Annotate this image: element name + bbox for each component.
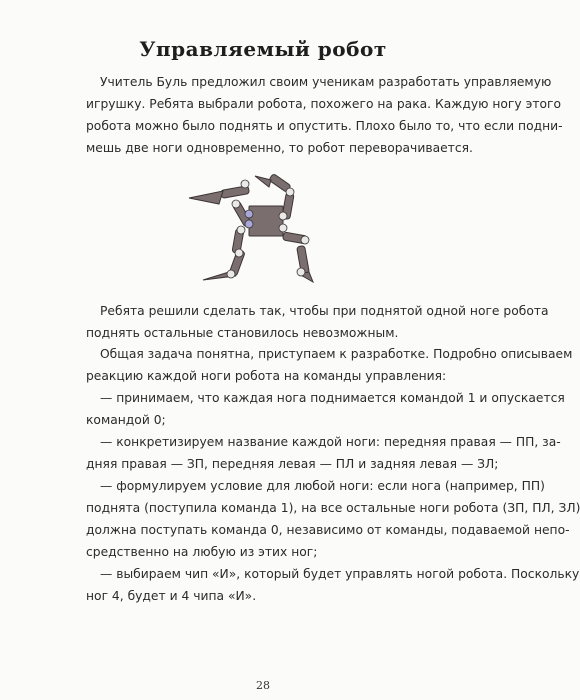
robot-joint [301, 236, 309, 244]
robot-claw [189, 191, 223, 204]
text-line: — конкретизируем название каждой ноги: передняя правая — ПП, за- [100, 435, 561, 449]
robot-joint [297, 268, 305, 276]
text-line: мешь две ноги одновременно, то робот переворачивается. [86, 141, 473, 155]
text-line: поднять остальные становилось невозможным. [86, 326, 399, 340]
text-line: дняя правая — ЗП, передняя левая — ПЛ и задняя левая — ЗЛ; [86, 457, 499, 471]
robot-claw [255, 176, 271, 187]
robot-body [249, 206, 283, 236]
page-title: Управляемый робот [139, 37, 387, 61]
text-line: — формулируем условие для любой ноги: если нога (например, ПП) [100, 479, 545, 493]
text-line: — выбираем чип «И», который будет управлять ногой робота. Поскольку [100, 567, 580, 581]
robot-joint [227, 270, 235, 278]
intro-paragraph [86, 71, 563, 159]
text-line: реакцию каждой ноги робота на команды управления: [86, 369, 447, 383]
robot-joint [279, 224, 287, 232]
text-line: игрушку. Ребята выбрали робота, похожего на рака. Каждую ногу этого [86, 97, 561, 111]
text-line: Ребята решили сделать так, чтобы при поднятой одной ноге робота [100, 304, 549, 318]
text-line: командой 0; [86, 413, 166, 427]
page-number: 28 [256, 679, 270, 692]
robot-joint [235, 249, 243, 257]
robot-joint [245, 220, 253, 228]
text-line: поднята (поступила команда 1), на все остальные ноги робота (ЗП, ПЛ, ЗЛ) [86, 501, 580, 515]
text-line: средственно на любую из этих ног; [86, 545, 318, 559]
text-line: робота можно было поднять и опустить. Плохо было то, что если подни- [86, 119, 563, 133]
robot-joint [245, 210, 253, 218]
task-paragraph [86, 343, 580, 607]
robot-joint [286, 188, 294, 196]
text-line: Учитель Буль предложил своим ученикам разработать управляемую [100, 75, 552, 89]
robot-joint [232, 200, 240, 208]
robot-joint [279, 212, 287, 220]
robot-joint [241, 180, 249, 188]
text-line: ног 4, будет и 4 чипа «И». [86, 589, 257, 603]
robot-joint [237, 226, 245, 234]
text-line: должна поступать команда 0, независимо от команды, подаваемой непо- [86, 523, 570, 537]
decision-paragraph [86, 300, 549, 344]
text-line: Общая задача понятна, приступаем к разработке. Подробно описываем [100, 347, 573, 361]
crab-robot-illustration [183, 168, 333, 284]
text-line: — принимаем, что каждая нога поднимается командой 1 и опускается [100, 391, 565, 405]
